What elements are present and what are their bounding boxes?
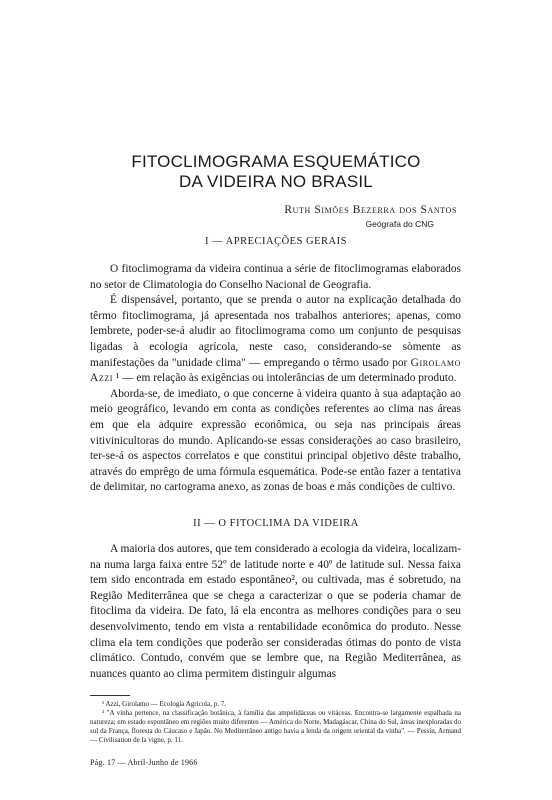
footnote-2: ² "A vinha pertence, na classificação botânica, à família das ampelidáceas ou vitáceas. Encontra-se largamente espalhada na natureza; em estado espontâneo em regiões muito diferentes — América do Norte, Madagáscar, China do Sul, áreas inexploradas do sul da França, floresta do Cáucaso e Japão. No Mediterrâneo antigo havia a lenda da origem oriental da vinha". — Pessin, Armand — Civilisation de la vigne, p. 11. bbox=[90, 709, 461, 745]
page-folio: Pág. 17 — Abril-Junho de 1966 bbox=[90, 758, 198, 767]
paragraph: O fitoclimograma da videira continua a série de fitoclimogramas elaborados no setor de Climatologia do Conselho Nacional de Geografia. bbox=[90, 263, 461, 291]
paragraph-text: — em relação às exigências ou intolerâncias de um determinado produto. bbox=[119, 372, 457, 385]
article-title-line-1: FITOCLIMOGRAMA ESQUEMÁTICO bbox=[131, 152, 421, 171]
paragraph-text: , ou cultivada, mas é sobretudo, na Região Mediterrânea que se chega a caracterizar o que se poderia chamar de fitoclima da videira. De fato, lá ela encontra as melhores condições para o seu desenvolvimento, tendo em vista a rentabilidade econômica do produto. Nesse clima ela tem condições que poderão ser consideradas ótimas do ponto de vista climático. Contudo, convém que se lembre que, na Região Mediterrânea, as nuances quanto ao clima permitem distinguir algumas bbox=[90, 574, 461, 680]
footnote-divider bbox=[90, 695, 130, 696]
footnote-mark: ² bbox=[291, 574, 295, 587]
footnote-mark: ¹ bbox=[113, 372, 120, 385]
author-affiliation: Geógrafa do CNG bbox=[365, 219, 434, 229]
section-heading-2: II — O FITOCLIMA DA VIDEIRA bbox=[193, 518, 359, 529]
paragraph-text: É dispensável, portanto, que se prenda o autor na explicação detalhada do têrmo fitoclimograma, já apresentada nos trabalhos anteriores; apenas, como lembrete, poder-se-á aludir ao fitoclimograma como um conjunto de pesquisas ligadas à ecologia agrícola, neste caso, considerando-se sòmente as manifestações da "unidade clima" — empregando o têrmo usado por bbox=[90, 294, 461, 369]
paragraph: Aborda-se, de imediato, o que concerne à videira quanto à sua adaptação ao meio geográfico, levando em conta as condições referentes ao clima nas áreas em que ela adquire expressão econômica, ou seja nas principais áreas vitivinicultoras do mundo. Aplicando-se essas considerações ao caso brasileiro, ter-se-á os aspectos correlatos e que constitui principal objetivo dêste trabalho, através do emprêgo de uma fórmula esquemática. Pode-se então fazer a tentativa de delimitar, no cartograma anexo, as zonas de boas e más condições de cultivo. bbox=[90, 387, 461, 494]
section-2-body bbox=[90, 542, 461, 682]
section-heading-1: I — APRECIAÇÕES GERAIS bbox=[205, 236, 347, 247]
paragraph bbox=[90, 293, 461, 387]
footnote-1: ¹ Azzi, Girolamo — Ecologia Agricola, p. 7. bbox=[102, 700, 226, 708]
footnotes bbox=[90, 700, 461, 745]
paragraph-text: A maioria dos autores, que tem considerado a ecologia da videira, localizam-na numa larga faixa entre 52º de latitude norte e 40º de latitude sul. Nessa faixa tem sido encontrada em estado espontâneo bbox=[90, 543, 461, 587]
section-1-body bbox=[90, 262, 461, 496]
author-name: Ruth Simões Bezerra dos Santos bbox=[284, 204, 457, 216]
article-title-line-2: DA VIDEIRA NO BRASIL bbox=[179, 172, 373, 191]
paragraph bbox=[90, 542, 461, 682]
cited-author-name: Girolamo Azzi bbox=[90, 356, 461, 385]
